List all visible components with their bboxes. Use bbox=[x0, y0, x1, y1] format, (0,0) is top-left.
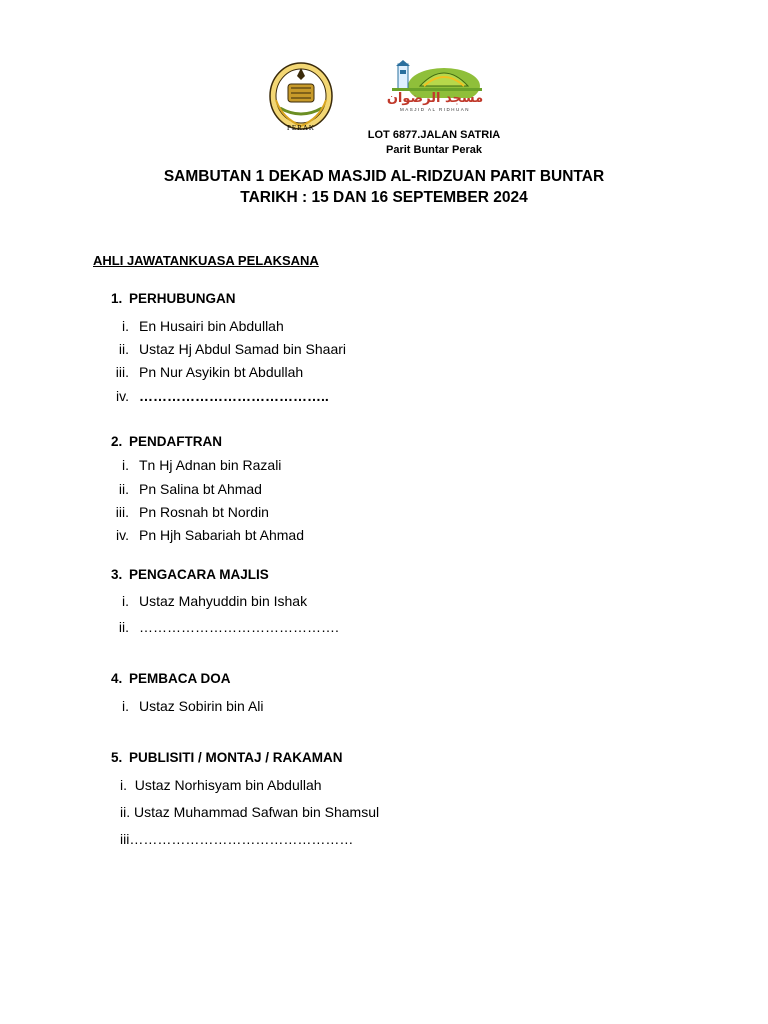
section-title: PUBLISITI / MONTAJ / RAKAMAN bbox=[129, 750, 343, 765]
section-number: 2. bbox=[111, 434, 123, 449]
address-line-2: Parit Buntar Perak bbox=[386, 144, 482, 156]
section-heading-pendaftran bbox=[111, 434, 222, 449]
section-number: 5. bbox=[111, 750, 123, 765]
section-heading-perhubungan bbox=[111, 291, 236, 306]
masjid-logo-arabic: مسجد الرضوان bbox=[386, 91, 484, 106]
perak-crest-logo bbox=[266, 60, 336, 140]
section-number: 1. bbox=[111, 291, 123, 306]
section-number: 4. bbox=[111, 671, 123, 686]
list-item: i. Ustaz Norhisyam bin Abdullah bbox=[120, 777, 322, 793]
section-title: PENGACARA MAJLIS bbox=[129, 567, 269, 582]
perak-crest-label: PERAK bbox=[287, 124, 315, 132]
address-block bbox=[364, 128, 504, 158]
masjid-logo-latin: MASJID AL RIDHUAN bbox=[399, 107, 471, 112]
section-title: PERHUBUNGAN bbox=[129, 291, 236, 306]
section-heading-pengacara-majlis bbox=[111, 567, 269, 582]
list-item-blank: iv. ………………………………….. bbox=[116, 388, 329, 404]
section-title: PEMBACA DOA bbox=[129, 671, 231, 686]
section-heading-publisiti bbox=[111, 750, 343, 765]
list-item: ii. Ustaz Hj Abdul Samad bin Shaari bbox=[118, 341, 346, 357]
list-item: iv. Pn Hjh Sabariah bt Ahmad bbox=[116, 527, 304, 543]
list-item: iii. Pn Rosnah bt Nordin bbox=[115, 504, 269, 520]
list-item: iii. Pn Nur Asyikin bt Abdullah bbox=[115, 364, 304, 380]
list-item: ii. Pn Salina bt Ahmad bbox=[118, 481, 262, 497]
masjid-logo bbox=[384, 58, 486, 112]
list-item: i. En Husairi bin Abdullah bbox=[122, 318, 284, 334]
document-title: SAMBUTAN 1 DEKAD MASJID AL-RIDZUAN PARIT BUNTAR bbox=[163, 168, 605, 185]
committee-heading: AHLI JAWATANKUASA PELAKSANA bbox=[93, 253, 319, 268]
section-title: PENDAFTRAN bbox=[129, 434, 222, 449]
list-item-blank: iii………………………………………… bbox=[120, 831, 354, 847]
list-item-blank: ii. ……………………………………. bbox=[118, 619, 339, 635]
section-heading-pembaca-doa bbox=[111, 671, 231, 686]
address-line-1: LOT 6877.JALAN SATRIA bbox=[367, 129, 501, 141]
section-number: 3. bbox=[111, 567, 123, 582]
list-item: i. Ustaz Sobirin bin Ali bbox=[122, 698, 264, 714]
list-item: ii. Ustaz Muhammad Safwan bin Shamsul bbox=[120, 804, 380, 820]
list-item: i. Ustaz Mahyuddin bin Ishak bbox=[122, 593, 308, 609]
list-item: i. Tn Hj Adnan bin Razali bbox=[122, 457, 282, 473]
event-date: TARIKH : 15 DAN 16 SEPTEMBER 2024 bbox=[240, 189, 528, 206]
